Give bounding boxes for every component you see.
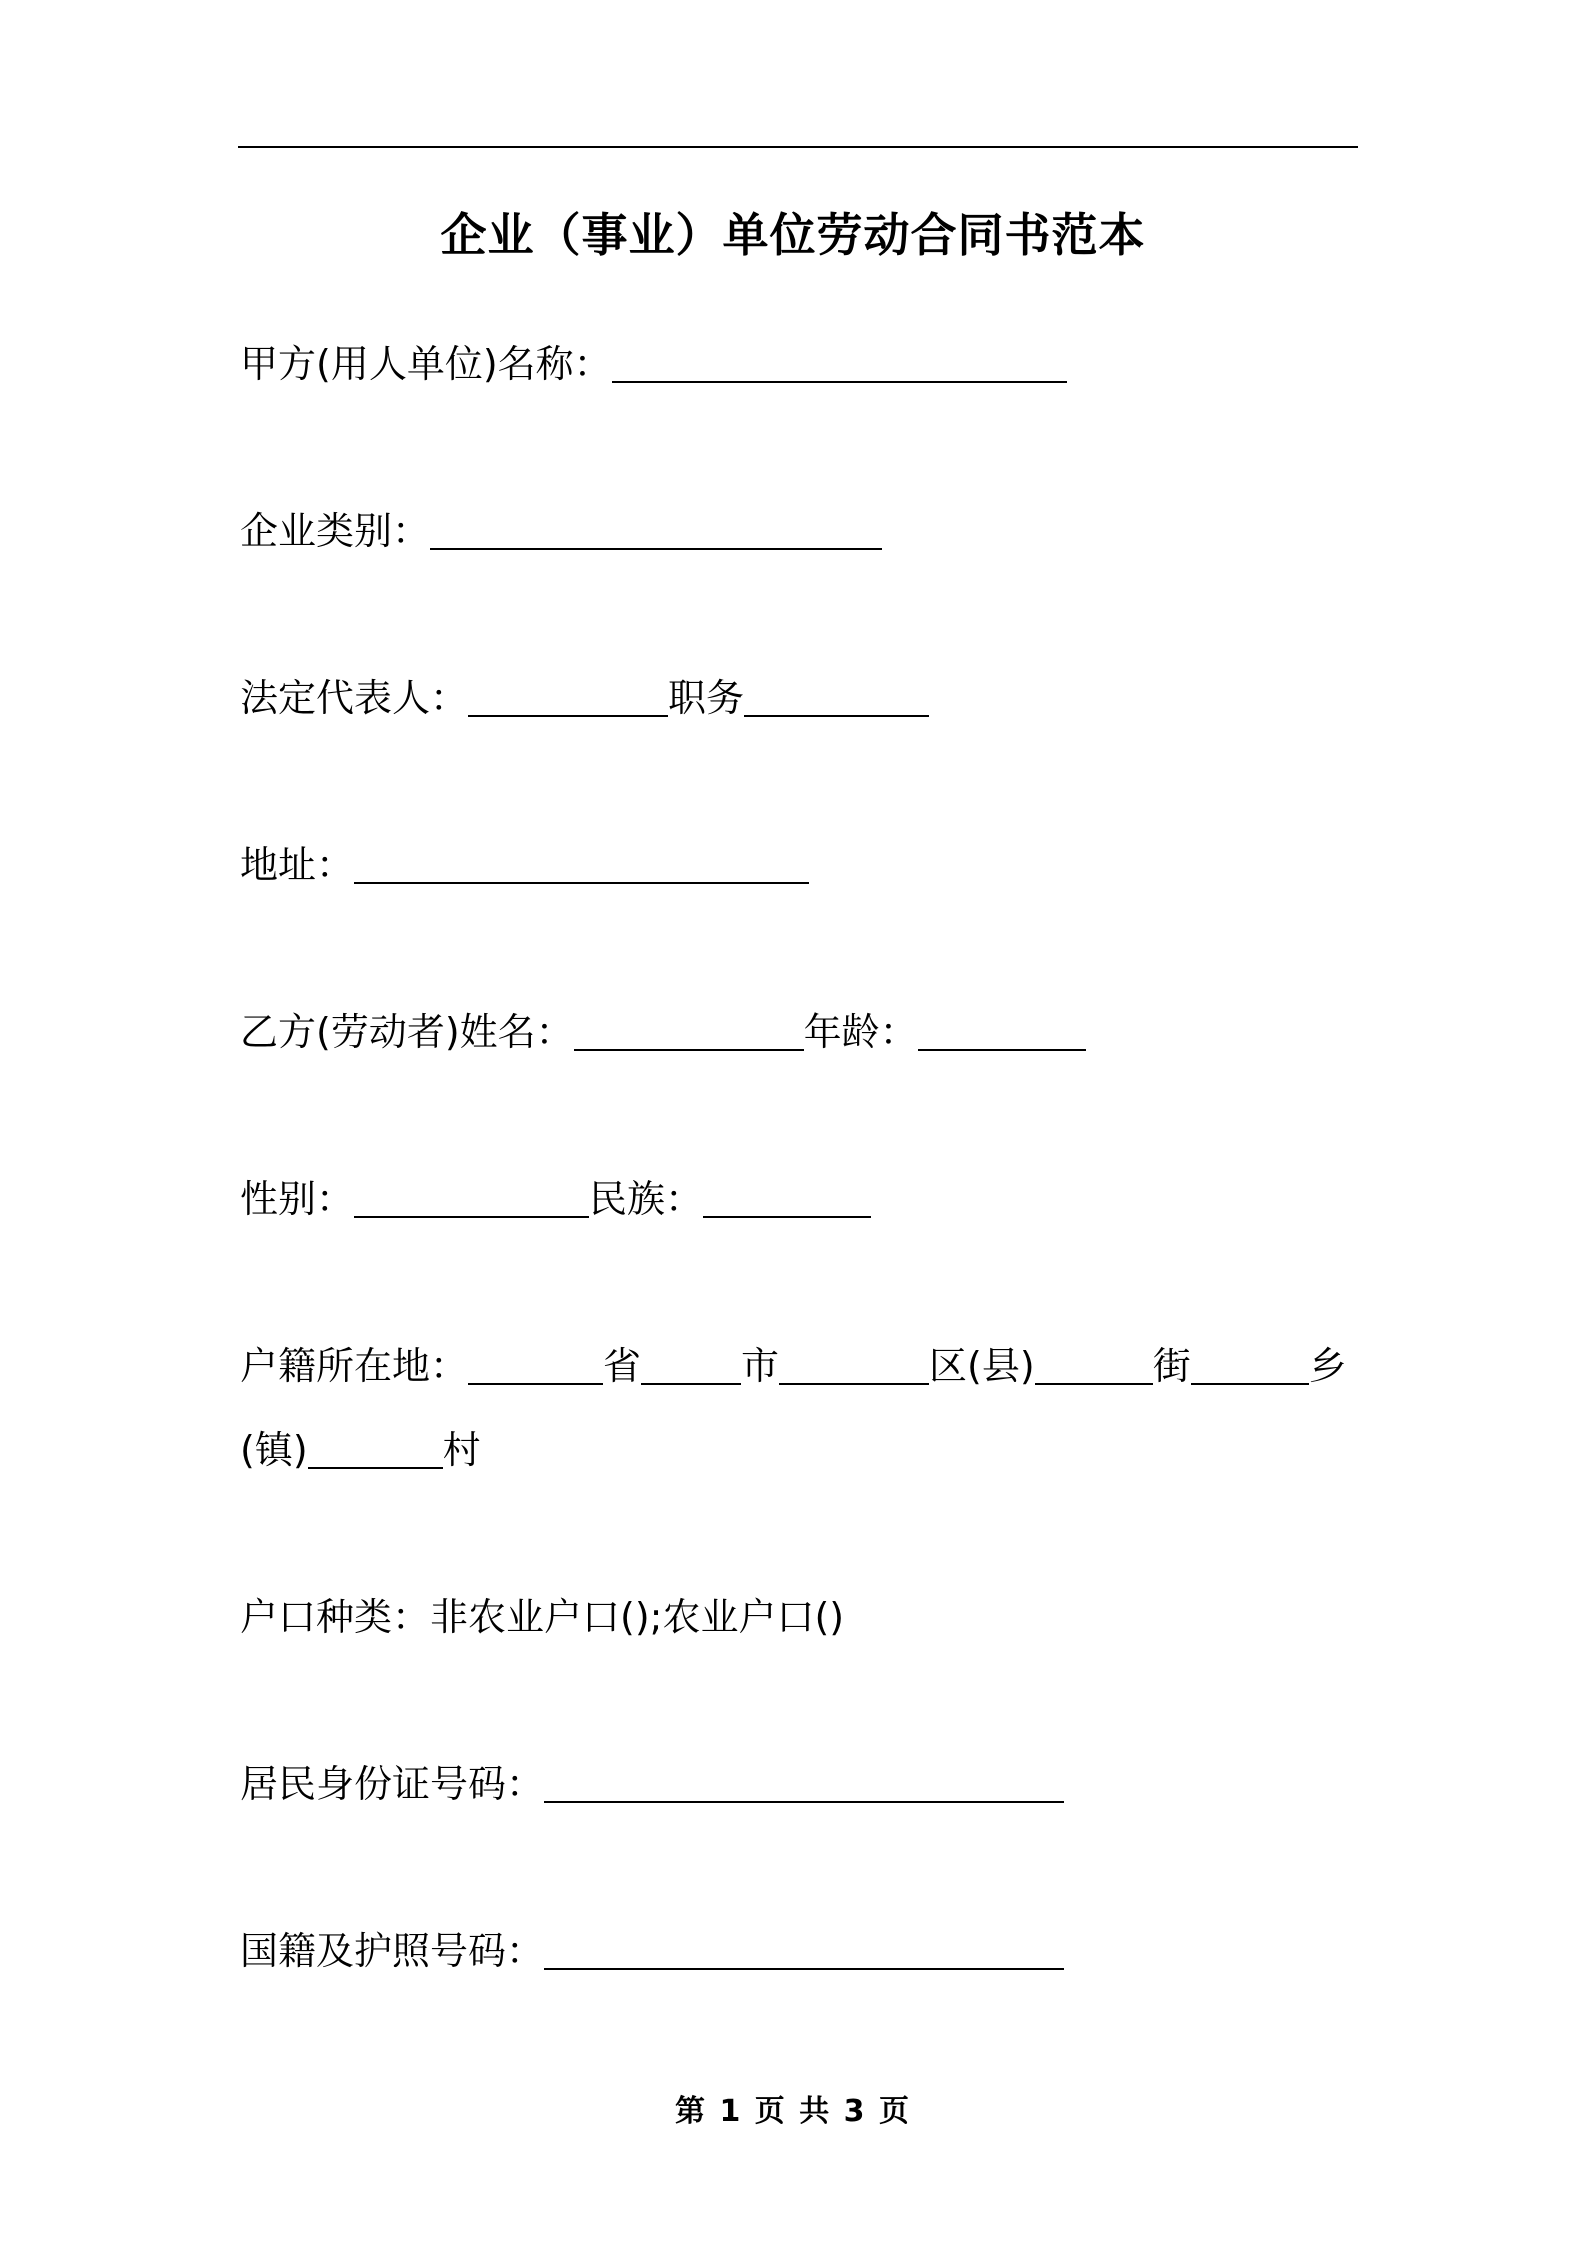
address-label: 地址： <box>240 843 355 887</box>
district-blank[interactable] <box>779 1343 929 1385</box>
enterprise-type-row <box>240 505 882 557</box>
legal-rep-blank[interactable] <box>468 675 668 717</box>
township-label-a: 乡 <box>1308 1344 1347 1388</box>
district-label: 区(县) <box>929 1344 1035 1388</box>
employee-name-label: 乙方(劳动者)姓名： <box>240 1010 574 1054</box>
street-label: 街 <box>1152 1344 1191 1388</box>
ethnicity-label: 民族： <box>589 1177 704 1221</box>
township-blank[interactable] <box>1191 1343 1309 1385</box>
header-rule <box>238 146 1358 148</box>
hukou-type-label: 户口种类：非农业户口();农业户口() <box>240 1595 845 1639</box>
employee-name-row <box>240 1006 1086 1058</box>
gender-blank[interactable] <box>354 1176 589 1218</box>
nationality-passport-label: 国籍及护照号码： <box>240 1929 545 1973</box>
residence-label: 户籍所在地： <box>240 1344 469 1388</box>
position-blank[interactable] <box>744 675 929 717</box>
gender-label: 性别： <box>240 1177 355 1221</box>
hukou-type-row <box>240 1591 844 1643</box>
position-label: 职务 <box>668 676 745 720</box>
id-number-row <box>240 1758 1064 1810</box>
legal-rep-label: 法定代表人： <box>240 676 469 720</box>
nationality-passport-blank[interactable] <box>544 1928 1064 1970</box>
village-blank[interactable] <box>308 1427 443 1469</box>
address-row <box>240 839 809 891</box>
page-footer: 第 1 页 共 3 页 <box>675 2094 911 2129</box>
city-blank[interactable] <box>641 1343 741 1385</box>
employer-name-blank[interactable] <box>612 341 1067 383</box>
employee-name-blank[interactable] <box>574 1009 804 1051</box>
residence-row-continued <box>240 1424 481 1476</box>
nationality-passport-row <box>240 1925 1064 1977</box>
residence-row <box>240 1340 1347 1392</box>
enterprise-type-blank[interactable] <box>430 508 882 550</box>
enterprise-type-label: 企业类别： <box>240 509 431 553</box>
city-label: 市 <box>741 1344 780 1388</box>
gender-row <box>240 1173 871 1225</box>
ethnicity-blank[interactable] <box>703 1176 871 1218</box>
province-label: 省 <box>603 1344 642 1388</box>
village-label: 村 <box>442 1428 481 1472</box>
age-blank[interactable] <box>918 1009 1086 1051</box>
id-number-blank[interactable] <box>544 1761 1064 1803</box>
address-blank[interactable] <box>354 842 809 884</box>
employer-name-label: 甲方(用人单位)名称： <box>240 342 612 386</box>
employer-name-row <box>240 338 1067 390</box>
id-number-label: 居民身份证号码： <box>240 1762 545 1806</box>
age-label: 年龄： <box>803 1010 918 1054</box>
legal-rep-row <box>240 672 929 724</box>
document-title: 企业（事业）单位劳动合同书范本 <box>440 208 1146 262</box>
township-label-b: (镇) <box>240 1428 308 1472</box>
province-blank[interactable] <box>468 1343 603 1385</box>
street-blank[interactable] <box>1035 1343 1153 1385</box>
